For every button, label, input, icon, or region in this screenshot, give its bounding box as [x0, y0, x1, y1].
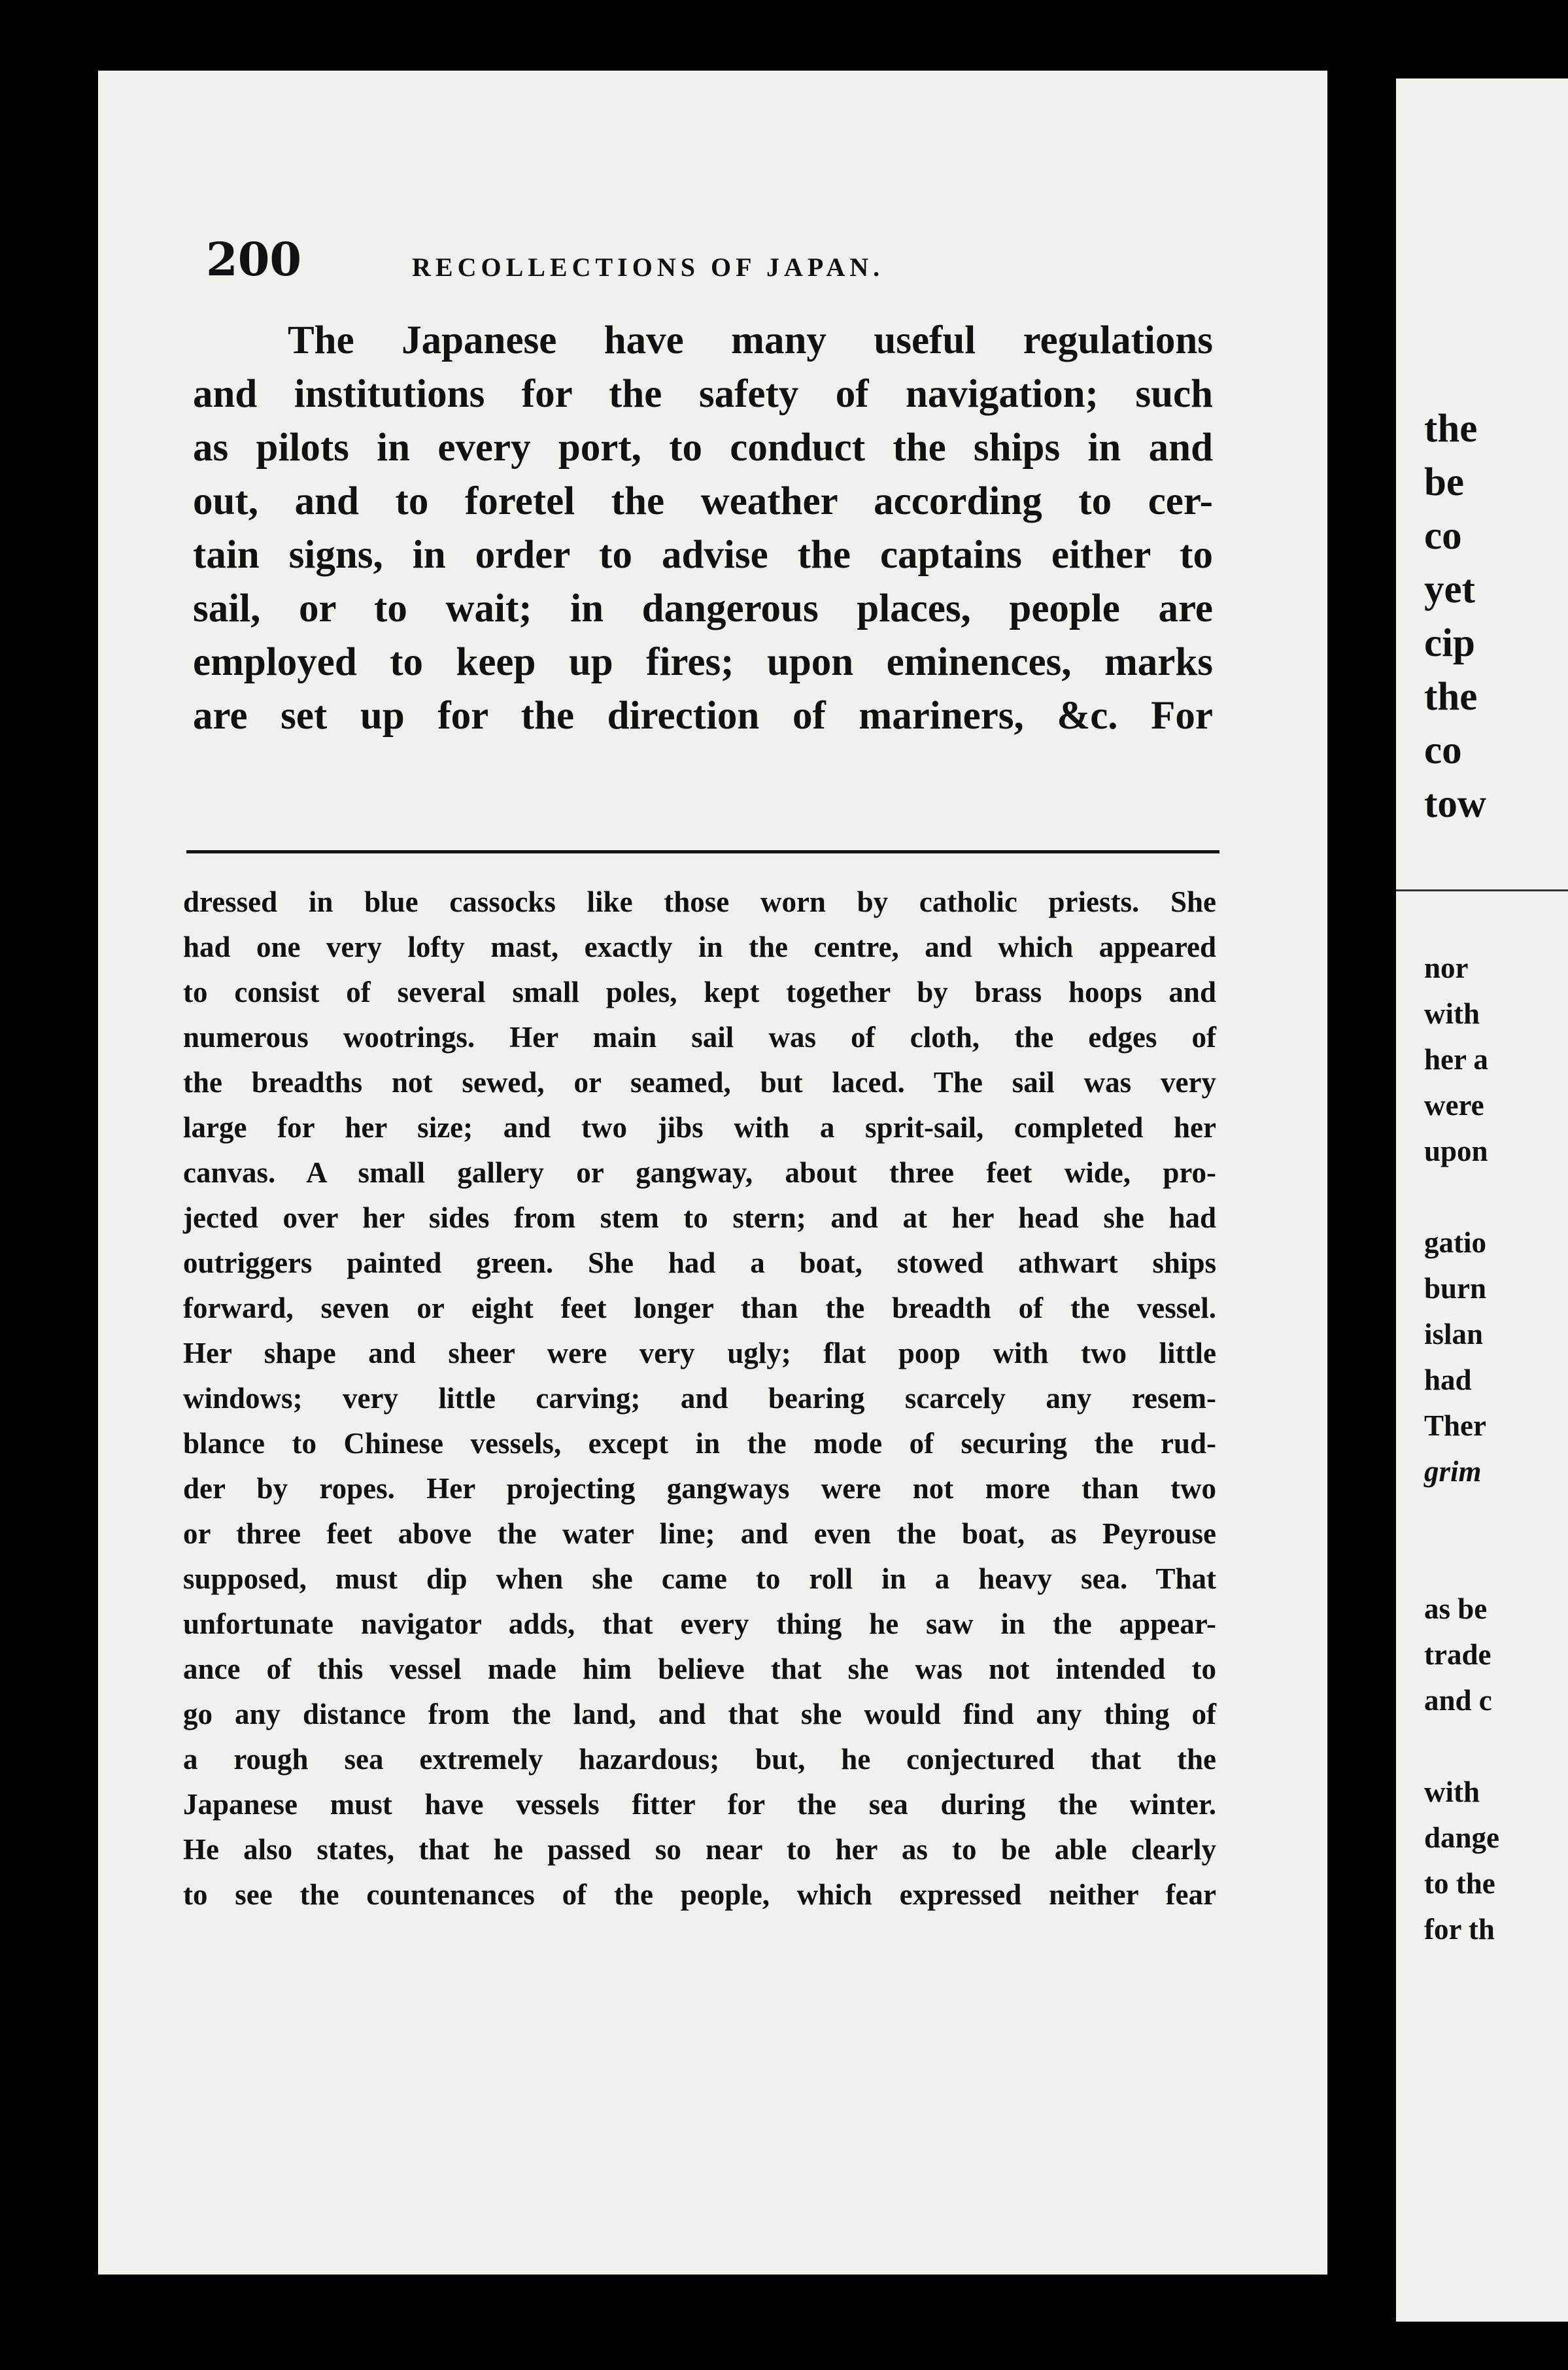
footnote-line: a rough sea extremely hazardous; but, he conjectured that the: [183, 1743, 1216, 1776]
footnote-line: supposed, must dip when she came to roll in a heavy sea. That: [183, 1562, 1216, 1595]
footnote-line: unfortunate navigator adds, that every thing he saw in the appear-: [183, 1607, 1216, 1640]
main-line: and institutions for the safety of navigation; such: [193, 372, 1213, 416]
footnote-line: ance of this vessel made him believe that she was not intended to: [183, 1653, 1216, 1685]
main-paragraph: [193, 314, 1213, 743]
right-line: her a: [1424, 1043, 1488, 1076]
right-page-footnote-fragment: [1424, 945, 1499, 1952]
right-line: trade: [1424, 1638, 1491, 1671]
right-line: dange: [1424, 1821, 1500, 1854]
main-line: employed to keep up fires; upon eminences, marks: [193, 640, 1213, 684]
right-page-divider: [1396, 889, 1568, 891]
footnote-line: He also states, that he passed so near to her as to be able clearly: [183, 1833, 1216, 1866]
footnote-line: Japanese must have vessels fitter for the sea during the winter.: [183, 1788, 1216, 1821]
footnote-line: Her shape and sheer were very ugly; flat poop with two little: [183, 1337, 1216, 1369]
right-line: [1424, 1174, 1499, 1220]
right-line: nor: [1424, 952, 1469, 984]
main-line: The Japanese have many useful regulations: [288, 318, 1213, 362]
right-line: and c: [1424, 1684, 1492, 1717]
right-line: Ther: [1424, 1409, 1486, 1442]
page-number: 200: [206, 232, 302, 286]
right-line: tow: [1424, 782, 1486, 826]
right-line: co: [1424, 514, 1462, 558]
right-line: [1424, 1723, 1499, 1769]
footnote-line: to consist of several small poles, kept together by brass hoops and: [183, 976, 1216, 1008]
footnote-line: forward, seven or eight feet longer than the breadth of the vessel.: [183, 1292, 1216, 1324]
right-line: [1424, 1540, 1499, 1586]
main-line: are set up for the direction of mariners, &c. For: [193, 694, 1213, 738]
right-line: were: [1424, 1089, 1484, 1122]
right-line: as be: [1424, 1592, 1488, 1625]
right-line: grim: [1424, 1455, 1482, 1488]
running-title: RECOLLECTIONS OF JAPAN.: [412, 252, 885, 282]
right-line: had: [1424, 1364, 1472, 1396]
right-line: co: [1424, 729, 1462, 772]
main-line: as pilots in every port, to conduct the ships in and: [193, 426, 1213, 470]
footnote-line: windows; very little carving; and bearing scarcely any resem-: [183, 1382, 1216, 1415]
footnote-divider: [186, 850, 1219, 853]
right-page-main-fragment: [1424, 402, 1486, 831]
footnote-line: or three feet above the water line; and even the boat, as Peyrouse: [183, 1517, 1216, 1550]
right-line: the: [1424, 675, 1478, 719]
right-line: gatio: [1424, 1226, 1486, 1259]
right-line: [1424, 1494, 1499, 1540]
right-line: islan: [1424, 1318, 1484, 1350]
right-line: for th: [1424, 1913, 1495, 1946]
right-line: with: [1424, 997, 1480, 1030]
right-line: to the: [1424, 1867, 1495, 1900]
footnote-line: numerous wootrings. Her main sail was of cloth, the edges of: [183, 1021, 1216, 1054]
footnote-line: outriggers painted green. She had a boat, stowed athwart ships: [183, 1246, 1216, 1279]
footnote-line: blance to Chinese vessels, except in the mode of securing the rud-: [183, 1427, 1216, 1460]
main-line: sail, or to wait; in dangerous places, people are: [193, 587, 1213, 630]
right-line: burn: [1424, 1272, 1487, 1305]
main-line: tain signs, in order to advise the captains either to: [193, 533, 1213, 577]
right-line: cip: [1424, 621, 1475, 665]
right-line: yet: [1424, 568, 1475, 611]
footnote-line: go any distance from the land, and that she would find any thing of: [183, 1698, 1216, 1730]
footnote: [183, 880, 1216, 1917]
right-line: the: [1424, 407, 1478, 451]
footnote-line: the breadths not sewed, or seamed, but laced. The sail was very: [183, 1066, 1216, 1099]
right-line: upon: [1424, 1135, 1488, 1167]
footnote-line: dressed in blue cassocks like those worn by catholic priests. She: [183, 885, 1216, 918]
right-line: with: [1424, 1776, 1480, 1808]
footnote-line: had one very lofty mast, exactly in the centre, and which appeared: [183, 931, 1216, 963]
footnote-line: to see the countenances of the people, which expressed neither fear: [183, 1878, 1216, 1911]
footnote-line: jected over her sides from stem to stern; and at her head she had: [183, 1201, 1216, 1234]
footnote-line: large for her size; and two jibs with a sprit-sail, completed her: [183, 1111, 1216, 1144]
right-line: be: [1424, 460, 1464, 504]
footnote-line: der by ropes. Her projecting gangways were not more than two: [183, 1472, 1216, 1505]
footnote-line: canvas. A small gallery or gangway, about three feet wide, pro-: [183, 1156, 1216, 1189]
main-line: out, and to foretel the weather according to cer-: [193, 479, 1213, 523]
